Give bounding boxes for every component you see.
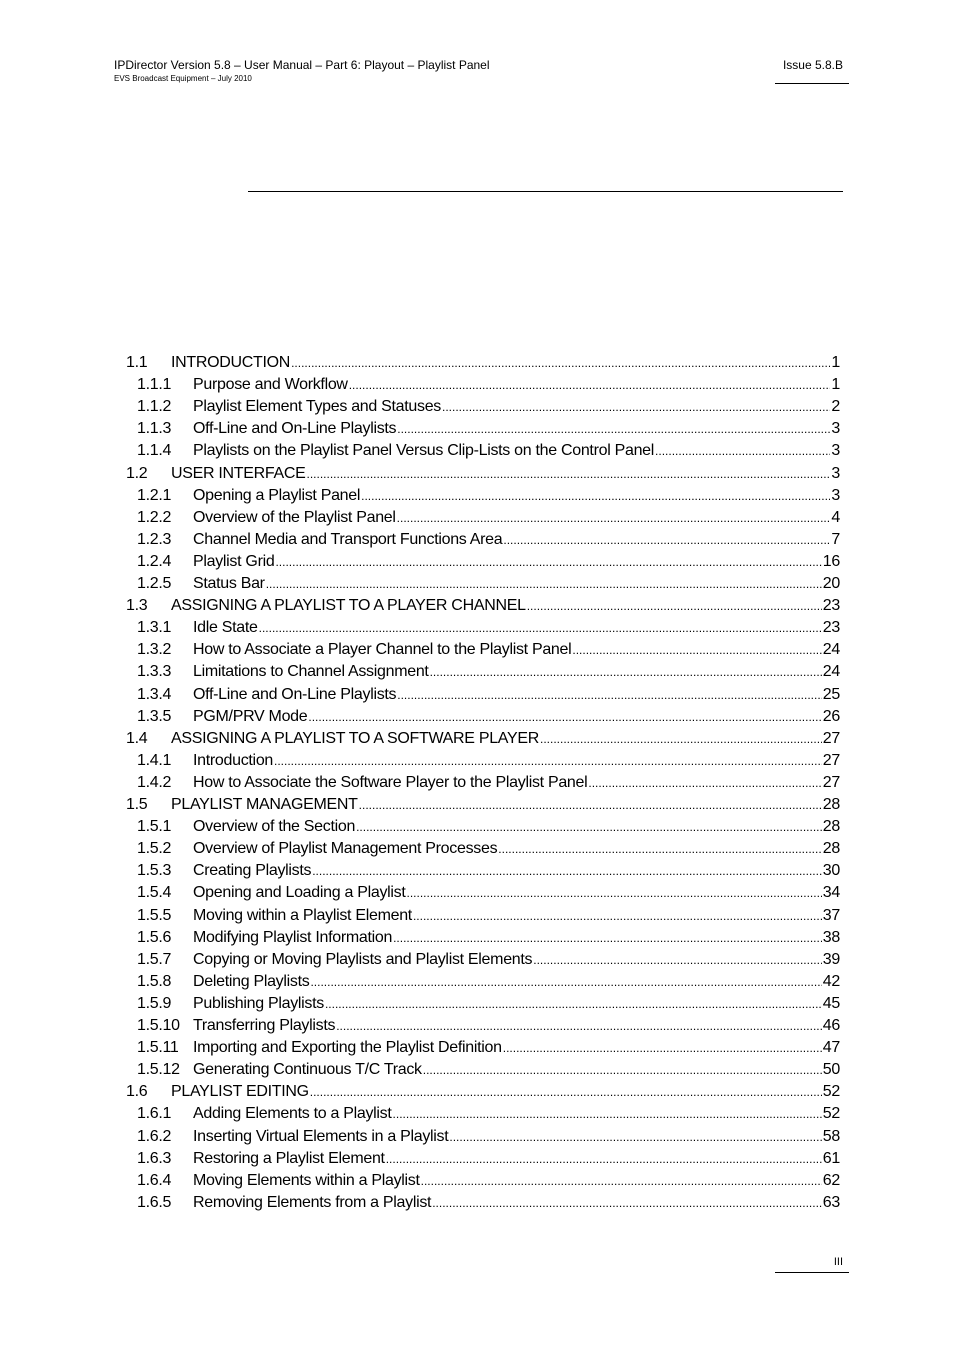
toc-entry-line (193, 396, 840, 418)
toc-entry-title: INTRODUCTION (171, 354, 291, 371)
toc-entry-number: 1.5.7 (137, 951, 172, 968)
toc-dot-leader (274, 750, 822, 772)
toc-entry-number: 1.2.5 (137, 575, 172, 592)
toc-entry-number: 1.3.5 (137, 708, 172, 725)
toc-entry-line (193, 1059, 840, 1081)
toc-entry-number: 1.6.5 (137, 1194, 172, 1211)
toc-entry[interactable] (0, 706, 954, 728)
toc-entry-page: 62 (822, 1172, 840, 1189)
toc-entry-page: 52 (822, 1105, 840, 1122)
toc-entry[interactable] (0, 507, 954, 529)
toc-entry-line (193, 949, 840, 971)
toc-entry-page: 23 (822, 597, 840, 614)
toc-dot-leader (498, 838, 822, 860)
toc-entry-page: 50 (822, 1061, 840, 1078)
toc-entry-title: Overview of the Section (193, 818, 356, 835)
toc-entry-page: 1 (831, 354, 840, 371)
toc-entry[interactable] (0, 905, 954, 927)
footer-divider (775, 1272, 849, 1273)
toc-entry[interactable] (0, 1170, 954, 1192)
toc-entry-title: Adding Elements to a Playlist (193, 1105, 392, 1122)
toc-entry-title: Moving Elements within a Playlist (193, 1172, 420, 1189)
toc-dot-leader (527, 595, 822, 617)
toc-entry[interactable] (0, 573, 954, 595)
toc-entry-line (193, 661, 840, 683)
toc-entry-line (193, 1126, 840, 1148)
toc-entry-number: 1.6.2 (137, 1128, 172, 1145)
toc-entry-page: 52 (822, 1083, 840, 1100)
toc-entry-title: ASSIGNING A PLAYLIST TO A PLAYER CHANNEL (171, 597, 526, 614)
toc-entry-line (193, 993, 840, 1015)
toc-entry[interactable] (0, 1148, 954, 1170)
toc-entry-title: Off-Line and On-Line Playlists (193, 686, 397, 703)
toc-dot-leader (361, 485, 830, 507)
toc-dot-leader (275, 551, 821, 573)
toc-dot-leader (356, 816, 822, 838)
toc-entry-number: 1.5.11 (137, 1039, 179, 1056)
toc-entry[interactable] (0, 1192, 954, 1214)
toc-entry-number: 1.5.3 (137, 862, 172, 879)
toc-entry-line (193, 551, 840, 573)
toc-entry-page: 3 (831, 487, 840, 504)
toc-entry-title: Idle State (193, 619, 258, 636)
toc-entry-number: 1.4 (126, 730, 148, 747)
toc-entry-number: 1.6 (126, 1083, 148, 1100)
toc-entry-title: Overview of Playlist Management Processes (193, 840, 498, 857)
toc-entry-title: Limitations to Channel Assignment (193, 663, 429, 680)
toc-entry-line (171, 595, 840, 617)
toc-entry-title: Modifying Playlist Information (193, 929, 393, 946)
toc-entry-page: 4 (831, 509, 840, 526)
toc-entry-page: 24 (822, 663, 840, 680)
toc-entry-line (193, 772, 840, 794)
toc-entry-line (193, 1015, 840, 1037)
toc-entry-line (193, 927, 840, 949)
toc-entry-number: 1.4.1 (137, 752, 172, 769)
toc-dot-leader (572, 639, 821, 661)
toc-entry-number: 1.2.2 (137, 509, 172, 526)
toc-entry-number: 1.5.12 (137, 1061, 180, 1078)
toc-dot-leader (407, 882, 822, 904)
toc-entry-number: 1.5.2 (137, 840, 172, 857)
toc-entry[interactable] (0, 684, 954, 706)
toc-entry[interactable] (0, 993, 954, 1015)
toc-entry[interactable] (0, 551, 954, 573)
toc-entry-page: 20 (822, 575, 840, 592)
toc-dot-leader (336, 1015, 822, 1037)
toc-entry-line (171, 1081, 840, 1103)
toc-entry-line (193, 617, 840, 639)
toc-entry[interactable] (0, 661, 954, 683)
toc-entry-number: 1.1 (126, 354, 148, 371)
toc-entry-page: 16 (822, 553, 840, 570)
document-subtitle: EVS Broadcast Equipment – July 2010 (114, 74, 252, 83)
toc-entry-number: 1.2 (126, 465, 148, 482)
toc-dot-leader (442, 396, 830, 418)
toc-entry-page: 25 (822, 686, 840, 703)
toc-entry[interactable] (0, 374, 954, 396)
toc-entry-title: How to Associate a Player Channel to the Playlist Panel (193, 641, 572, 658)
toc-entry-number: 1.1.4 (137, 442, 172, 459)
toc-entry-line (193, 529, 840, 551)
toc-entry-line (193, 1192, 840, 1214)
toc-entry[interactable] (0, 750, 954, 772)
toc-entry-number: 1.2.4 (137, 553, 172, 570)
toc-dot-leader (259, 617, 822, 639)
toc-entry-number: 1.2.3 (137, 531, 172, 548)
toc-entry-number: 1.5.8 (137, 973, 172, 990)
toc-entry-number: 1.2.1 (137, 487, 172, 504)
toc-entry-number: 1.3.3 (137, 663, 172, 680)
toc-entry-line (193, 1170, 840, 1192)
toc-dot-leader (393, 927, 822, 949)
toc-dot-leader (310, 971, 821, 993)
toc-entry[interactable] (0, 1015, 954, 1037)
toc-entry-title: Channel Media and Transport Functions Area (193, 531, 503, 548)
toc-entry-number: 1.3.2 (137, 641, 172, 658)
header-divider (775, 83, 849, 84)
toc-entry-line (193, 750, 840, 772)
toc-entry-page: 27 (822, 774, 840, 791)
toc-entry-title: Restoring a Playlist Element (193, 1150, 385, 1167)
toc-entry-title: Copying or Moving Playlists and Playlist Elements (193, 951, 533, 968)
page-number: III (833, 1256, 843, 1268)
toc-entry-title: Playlist Grid (193, 553, 275, 570)
toc-entry[interactable] (0, 1081, 954, 1103)
toc-entry-page: 63 (822, 1194, 840, 1211)
toc-entry-line (193, 573, 840, 595)
toc-entry-number: 1.3.4 (137, 686, 172, 703)
toc-entry[interactable] (0, 882, 954, 904)
toc-entry-title: Creating Playlists (193, 862, 312, 879)
toc-entry-page: 47 (822, 1039, 840, 1056)
toc-entry-title: PLAYLIST MANAGEMENT (171, 796, 358, 813)
toc-entry-title: Moving within a Playlist Element (193, 907, 412, 924)
toc-entry-title: PGM/PRV Mode (193, 708, 308, 725)
toc-dot-leader (430, 661, 822, 683)
toc-entry[interactable] (0, 1126, 954, 1148)
toc-entry-title: Opening and Loading a Playlist (193, 884, 406, 901)
toc-entry-line (171, 728, 840, 750)
toc-entry-line (193, 684, 840, 706)
toc-entry-title: Removing Elements from a Playlist (193, 1194, 432, 1211)
toc-entry[interactable] (0, 838, 954, 860)
toc-entry-page: 61 (822, 1150, 840, 1167)
toc-entry[interactable] (0, 1103, 954, 1125)
toc-entry-title: Deleting Playlists (193, 973, 310, 990)
toc-entry-page: 27 (822, 730, 840, 747)
toc-entry-line (193, 838, 840, 860)
toc-entry-number: 1.5.1 (137, 818, 172, 835)
toc-entry[interactable] (0, 1059, 954, 1081)
toc-dot-leader (432, 1192, 822, 1214)
toc-dot-leader (308, 706, 821, 728)
toc-entry[interactable] (0, 772, 954, 794)
toc-entry-line (193, 507, 840, 529)
toc-entry-line (193, 1103, 840, 1125)
toc-dot-leader (503, 1037, 822, 1059)
toc-entry[interactable] (0, 529, 954, 551)
toc-entry-number: 1.3.1 (137, 619, 172, 636)
toc-entry-title: Transferring Playlists (193, 1017, 336, 1034)
toc-entry-line (193, 905, 840, 927)
toc-entry-line (193, 882, 840, 904)
toc-entry-line (193, 1037, 840, 1059)
toc-entry-page: 37 (822, 907, 840, 924)
toc-entry[interactable] (0, 1037, 954, 1059)
toc-entry[interactable] (0, 463, 954, 485)
toc-entry-page: 2 (831, 398, 840, 415)
toc-entry-title: Importing and Exporting the Playlist Definition (193, 1039, 502, 1056)
toc-entry-title: Playlist Element Types and Statuses (193, 398, 442, 415)
toc-entry-line (171, 794, 840, 816)
toc-entry-page: 23 (822, 619, 840, 636)
toc-entry-number: 1.5 (126, 796, 148, 813)
toc-dot-leader (266, 573, 822, 595)
toc-entry-number: 1.5.6 (137, 929, 172, 946)
toc-dot-leader (386, 1148, 822, 1170)
toc-entry-number: 1.6.4 (137, 1172, 172, 1189)
toc-entry-line (171, 463, 840, 485)
toc-entry[interactable] (0, 418, 954, 440)
toc-entry-page: 3 (831, 420, 840, 437)
toc-entry-title: USER INTERFACE (171, 465, 306, 482)
toc-entry-title: Status Bar (193, 575, 265, 592)
toc-entry-page: 45 (822, 995, 840, 1012)
title-divider (248, 191, 843, 192)
toc-entry-number: 1.6.3 (137, 1150, 172, 1167)
toc-entry[interactable] (0, 639, 954, 661)
toc-entry-page: 3 (831, 465, 840, 482)
issue-label: Issue 5.8.B (782, 58, 843, 72)
toc-entry-title: Introduction (193, 752, 274, 769)
toc-entry-line (193, 706, 840, 728)
toc-entry-page: 27 (822, 752, 840, 769)
toc-entry-number: 1.1.2 (137, 398, 172, 415)
toc-entry[interactable] (0, 440, 954, 462)
toc-dot-leader (540, 728, 822, 750)
toc-dot-leader (397, 507, 831, 529)
toc-entry[interactable] (0, 816, 954, 838)
toc-entry-number: 1.1.3 (137, 420, 172, 437)
toc-dot-leader (533, 949, 822, 971)
toc-entry-page: 26 (822, 708, 840, 725)
toc-entry-number: 1.5.5 (137, 907, 172, 924)
toc-entry[interactable] (0, 595, 954, 617)
toc-entry-line (193, 440, 840, 462)
toc-entry-line (193, 816, 840, 838)
toc-entry-number: 1.5.9 (137, 995, 172, 1012)
toc-dot-leader (449, 1126, 821, 1148)
toc-entry-title: Opening a Playlist Panel (193, 487, 361, 504)
toc-entry-page: 38 (822, 929, 840, 946)
toc-dot-leader (503, 529, 830, 551)
toc-entry-title: ASSIGNING A PLAYLIST TO A SOFTWARE PLAYER (171, 730, 539, 747)
toc-entry[interactable] (0, 927, 954, 949)
toc-entry-page: 3 (831, 442, 840, 459)
toc-dot-leader (359, 794, 822, 816)
toc-entry[interactable] (0, 352, 954, 374)
toc-dot-leader (307, 463, 831, 485)
toc-entry-title: Inserting Virtual Elements in a Playlist (193, 1128, 449, 1145)
toc-entry-title: Off-Line and On-Line Playlists (193, 420, 397, 437)
toc-entry-line (193, 418, 840, 440)
toc-entry-title: Playlists on the Playlist Panel Versus Clip-Lists on the Control Panel (193, 442, 655, 459)
toc-dot-leader (312, 860, 822, 882)
toc-entry[interactable] (0, 485, 954, 507)
toc-dot-leader (393, 1103, 822, 1125)
toc-entry-title: PLAYLIST EDITING (171, 1083, 309, 1100)
toc-entry-title: Generating Continuous T/C Track (193, 1061, 422, 1078)
toc-entry-line (193, 374, 840, 396)
toc-entry-title: Purpose and Workflow (193, 376, 348, 393)
toc-entry[interactable] (0, 728, 954, 750)
toc-entry-number: 1.4.2 (137, 774, 172, 791)
toc-entry-line (193, 971, 840, 993)
toc-dot-leader (310, 1081, 822, 1103)
toc-entry[interactable] (0, 949, 954, 971)
toc-entry-page: 58 (822, 1128, 840, 1145)
toc-dot-leader (421, 1170, 822, 1192)
toc-entry-page: 7 (831, 531, 840, 548)
toc-entry[interactable] (0, 396, 954, 418)
toc-entry[interactable] (0, 794, 954, 816)
toc-entry-line (193, 639, 840, 661)
toc-entry[interactable] (0, 971, 954, 993)
toc-dot-leader (291, 352, 830, 374)
toc-entry-page: 39 (822, 951, 840, 968)
toc-entry-page: 1 (831, 376, 840, 393)
toc-dot-leader (397, 684, 822, 706)
toc-entry-title: Overview of the Playlist Panel (193, 509, 396, 526)
toc-entry-title: Publishing Playlists (193, 995, 324, 1012)
document-title: IPDirector Version 5.8 – User Manual – Part 6: Playout – Playlist Panel (114, 58, 490, 72)
toc-entry-number: 1.6.1 (137, 1105, 172, 1122)
toc-dot-leader (397, 418, 830, 440)
toc-entry-line (193, 1148, 840, 1170)
toc-entry[interactable] (0, 617, 954, 639)
toc-dot-leader (655, 440, 830, 462)
toc-entry-page: 30 (822, 862, 840, 879)
toc-entry-number: 1.3 (126, 597, 148, 614)
toc-dot-leader (423, 1059, 822, 1081)
toc-entry-title: How to Associate the Software Player to the Playlist Panel (193, 774, 588, 791)
toc-entry-page: 28 (822, 796, 840, 813)
toc-entry-number: 1.1.1 (137, 376, 172, 393)
toc-entry-page: 42 (822, 973, 840, 990)
toc-entry-line (193, 485, 840, 507)
toc-dot-leader (349, 374, 831, 396)
toc-entry-page: 46 (822, 1017, 840, 1034)
toc-dot-leader (413, 905, 822, 927)
toc-entry-page: 28 (822, 840, 840, 857)
toc-entry-number: 1.5.4 (137, 884, 172, 901)
toc-entry-line (171, 352, 840, 374)
toc-entry-page: 24 (822, 641, 840, 658)
toc-entry-page: 28 (822, 818, 840, 835)
toc-dot-leader (588, 772, 821, 794)
toc-dot-leader (325, 993, 822, 1015)
toc-entry-line (193, 860, 840, 882)
toc-entry[interactable] (0, 860, 954, 882)
toc-entry-page: 34 (822, 884, 840, 901)
toc-entry-number: 1.5.10 (137, 1017, 180, 1034)
